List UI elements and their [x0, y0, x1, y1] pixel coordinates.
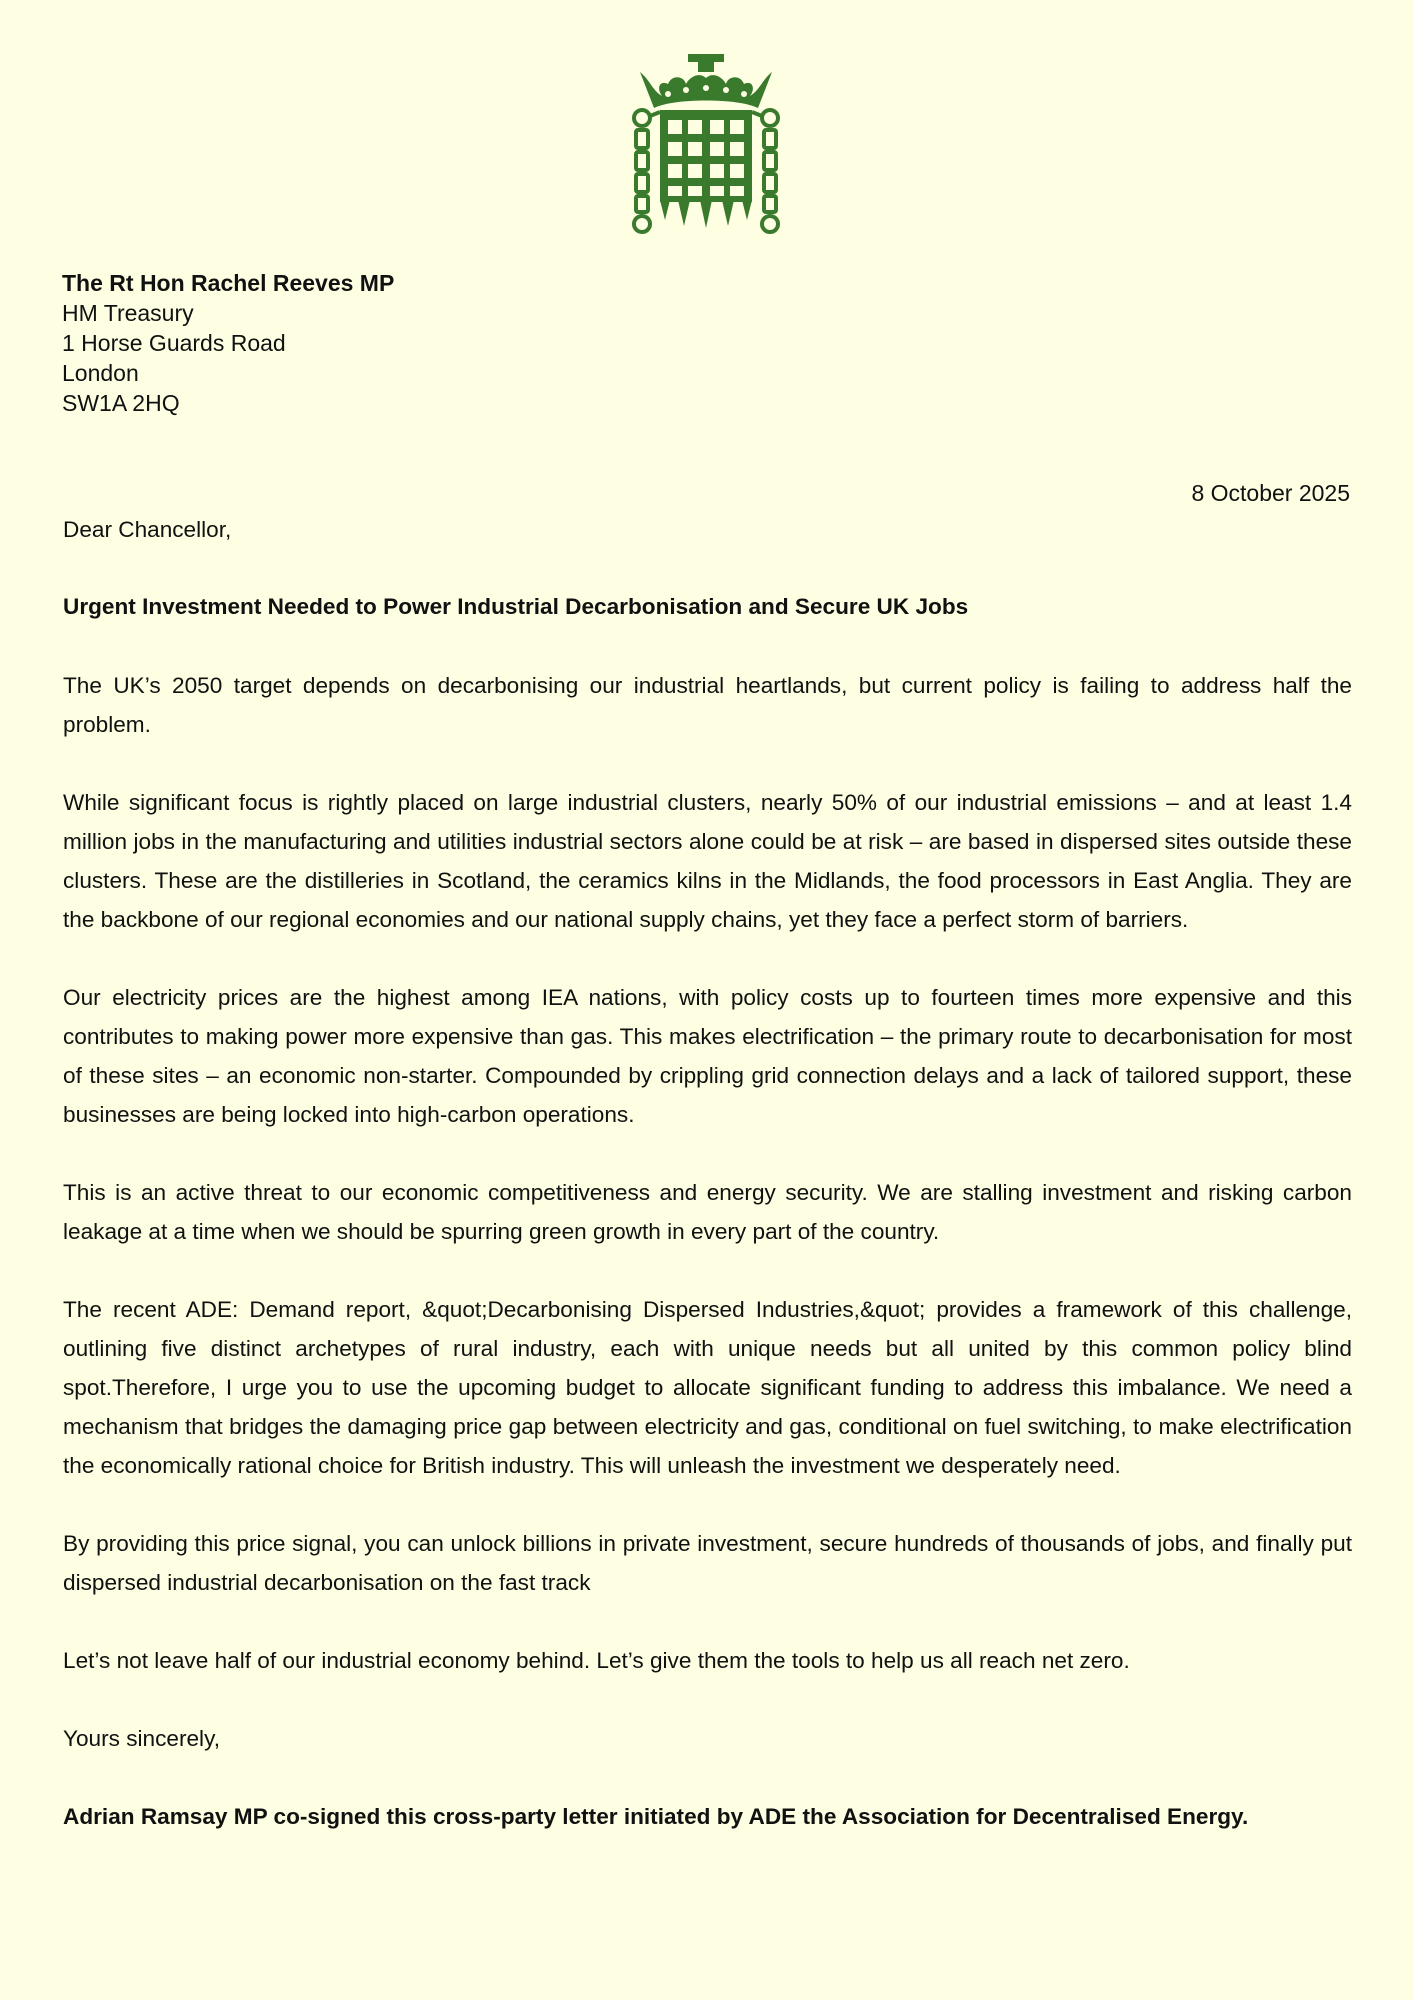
letter-date: 8 October 2025: [1191, 480, 1350, 506]
address-line: HM Treasury: [62, 300, 194, 326]
addressee-name: The Rt Hon Rachel Reeves MP: [62, 270, 395, 296]
paragraph: The UK’s 2050 target depends on decarbonising our industrial heartlands, but current policy is failing to address half the problem.: [63, 673, 1352, 737]
address-line: 1 Horse Guards Road: [62, 330, 286, 356]
signoff-note: Adrian Ramsay MP co-signed this cross-party letter initiated by ADE the Association for Decentralised Energy.: [63, 1804, 1249, 1829]
letter-body: [63, 510, 1352, 1875]
paragraph: Let’s not leave half of our industrial economy behind. Let’s give them the tools to help us all reach net zero.: [63, 1648, 1130, 1673]
address-line: London: [62, 360, 139, 386]
paragraph: Our electricity prices are the highest among IEA nations, with policy costs up to fourteen times more expensive and this contributes to making power more expensive than gas. This makes electrification – the primary route to decarbonisation for most of these sites – an economic non-starter. Compounded by crippling grid connection delays and a lack of tailored support, these businesses are being locked into high-carbon operations.: [63, 985, 1352, 1127]
paragraph: By providing this price signal, you can unlock billions in private investment, secure hundreds of thousands of jobs, and finally put dispersed industrial decarbonisation on the fast track: [63, 1531, 1352, 1595]
salutation: Dear Chancellor,: [63, 517, 232, 542]
paragraph: This is an active threat to our economic competitiveness and energy security. We are stalling investment and risking carbon leakage at a time when we should be spurring green growth in every part of the country.: [63, 1180, 1352, 1244]
paragraph: The recent ADE: Demand report, &quot;Decarbonising Dispersed Industries,&quot; provides a framework of this challenge, outlining five distinct archetypes of rural industry, each with unique needs but all united by this common policy blind spot.Therefore, I urge you to use the upcoming budget to allocate significant funding to address this imbalance. We need a mechanism that bridges the damaging price gap between electricity and gas, conditional on fuel switching, to make electrification the economically rational choice for British industry. This will unleash the investment we desperately need.: [63, 1297, 1352, 1478]
addressee-block: [62, 268, 394, 418]
portcullis-crest-icon: [630, 50, 782, 238]
closing: Yours sincerely,: [63, 1726, 220, 1751]
address-line: SW1A 2HQ: [62, 390, 180, 416]
paragraph: While significant focus is rightly placed on large industrial clusters, nearly 50% of our industrial emissions – and at least 1.4 million jobs in the manufacturing and utilities industrial sectors alone could be at risk – are based in dispersed sites outside these clusters. These are the distilleries in Scotland, the ceramics kilns in the Midlands, the food processors in East Anglia. They are the backbone of our regional economies and our national supply chains, yet they face a perfect storm of barriers.: [63, 790, 1352, 932]
letter-subject: Urgent Investment Needed to Power Industrial Decarbonisation and Secure UK Jobs: [63, 594, 969, 619]
